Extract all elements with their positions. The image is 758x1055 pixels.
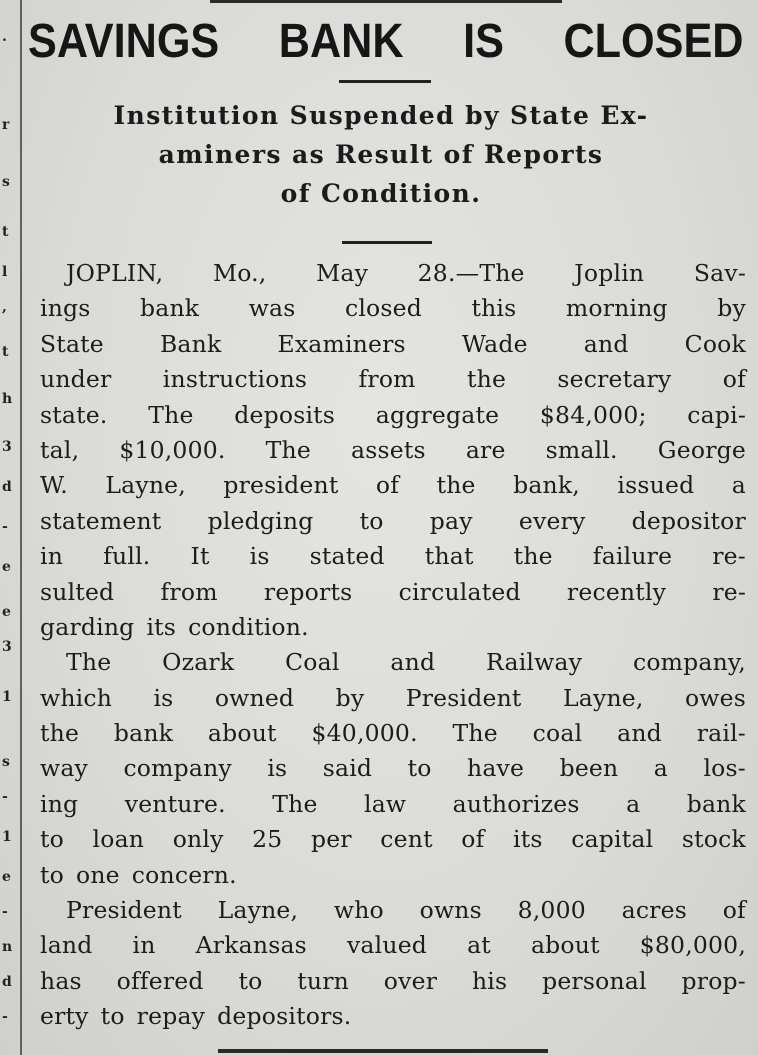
article-word: which: [40, 683, 113, 712]
article-word: ings: [40, 294, 91, 323]
article-line: [40, 539, 746, 574]
article-word: of: [461, 825, 485, 854]
article-word: company,: [632, 648, 746, 677]
article-word: The: [66, 648, 112, 677]
article-word: Bank: [159, 329, 222, 358]
margin-fragment: s: [2, 754, 10, 770]
article-word: that: [424, 542, 474, 571]
article-word: 8,000: [517, 896, 586, 925]
article-word: who: [333, 896, 384, 925]
margin-fragment: e: [2, 869, 11, 885]
margin-fragment: 1: [2, 689, 12, 705]
article-word: is: [153, 683, 174, 712]
article-word: full.: [103, 542, 151, 571]
article-word: George: [657, 435, 746, 464]
article-word: is: [249, 542, 270, 571]
article-line: [40, 468, 746, 503]
margin-fragment: 1: [2, 829, 12, 845]
article-word: tal,: [40, 435, 80, 464]
article-word: personal: [542, 966, 647, 995]
article-line: [40, 964, 746, 999]
headline-word: IS: [463, 15, 504, 68]
article-word: at: [467, 931, 491, 960]
top-rule: [210, 0, 562, 3]
article-word: way: [40, 754, 89, 783]
article-word: about: [207, 719, 277, 748]
article-word: repay: [136, 1002, 206, 1031]
article-line: [40, 716, 746, 751]
article-word: Sav-: [693, 259, 746, 287]
article-word: a: [653, 754, 669, 783]
article-word: closed: [344, 294, 422, 323]
article-word: President: [66, 896, 182, 925]
article-word: The: [148, 400, 194, 429]
article-word: his: [471, 966, 508, 995]
article-word: only: [172, 825, 224, 854]
margin-fragment: h: [2, 391, 13, 407]
article-word: The: [265, 435, 311, 464]
article-word: of: [375, 471, 400, 500]
article-word: bank: [113, 719, 174, 748]
article-word: issued: [617, 471, 695, 500]
article-word: in: [40, 542, 64, 571]
article-word: bank: [140, 294, 200, 323]
headline-word: CLOSED: [563, 15, 744, 68]
article-word: garding: [40, 612, 135, 641]
article-word: prop-: [681, 966, 746, 995]
article-word: and: [390, 648, 436, 677]
article-word: $80,000,: [639, 931, 746, 960]
left-margin-fragments: [0, 0, 22, 1055]
article-word: offered: [116, 966, 204, 995]
article-line: [40, 681, 746, 716]
article-word: by: [717, 294, 746, 323]
margin-fragment: e: [2, 604, 11, 620]
margin-fragment: 3: [2, 439, 12, 455]
article-word: and: [617, 719, 662, 748]
margin-fragment: -: [2, 904, 8, 920]
subheadline: [30, 96, 732, 213]
article-word: its: [146, 612, 177, 641]
article-word: erty: [40, 1002, 89, 1031]
article-line: [40, 787, 746, 822]
margin-fragment: ,: [2, 299, 7, 315]
article-word: authorizes: [452, 789, 580, 818]
margin-fragment: r: [2, 117, 10, 133]
article-word: Coal: [285, 648, 340, 677]
margin-fragment: -: [2, 1009, 8, 1025]
article-word: valued: [346, 931, 428, 960]
article-word: $40,000.: [311, 719, 418, 748]
article-word: aggregate: [375, 400, 500, 429]
article-word: of: [722, 365, 746, 394]
article-word: Railway: [486, 648, 583, 677]
margin-fragment: d: [2, 974, 12, 990]
article-word: to: [238, 966, 263, 995]
article-word: to: [100, 1002, 125, 1031]
article-line: [40, 999, 746, 1034]
article-line: [40, 928, 746, 963]
article-word: reports: [263, 577, 353, 606]
column-rule: [20, 0, 22, 1055]
margin-fragment: .: [2, 29, 7, 45]
article-word: the: [466, 365, 507, 394]
article-word: owes: [684, 683, 746, 712]
article-line: [40, 751, 746, 786]
article-word: coal: [532, 719, 583, 748]
article-word: turn: [297, 966, 349, 995]
article-word: It: [190, 542, 210, 571]
article-word: 25: [252, 825, 283, 854]
article-word: Ozark: [162, 648, 235, 677]
article-line: [40, 256, 746, 291]
article-word: owns: [419, 896, 482, 925]
article-word: stock: [681, 825, 746, 854]
article-word: condition.: [188, 612, 309, 641]
article-word: the: [40, 719, 80, 748]
margin-fragment: s: [2, 174, 10, 190]
article-word: president: [223, 471, 339, 500]
article-word: depositor: [631, 506, 746, 535]
article-word: per: [310, 825, 352, 854]
article-word: a: [731, 471, 746, 500]
headline-word: BANK: [278, 15, 404, 68]
article-line: [40, 327, 746, 362]
article-word: owned: [214, 683, 295, 712]
article-line: [40, 433, 746, 468]
article-word: Layne,: [217, 896, 299, 925]
subheadline-line: Institution Suspended by State Ex-: [113, 101, 649, 130]
article-word: rail-: [696, 719, 746, 748]
article-word: Cook: [684, 329, 746, 358]
article-body: [40, 256, 746, 1035]
article-word: are: [465, 435, 506, 464]
article-word: depositors.: [217, 1002, 352, 1031]
deck-divider: [342, 241, 432, 244]
article-word: have: [467, 754, 525, 783]
article-word: State: [40, 329, 104, 358]
article-word: state.: [40, 400, 108, 429]
article-word: the: [513, 542, 553, 571]
article-word: from: [358, 365, 416, 394]
article-word: $10,000.: [119, 435, 226, 464]
article-line: [40, 858, 746, 893]
article-word: Joplin: [574, 259, 645, 287]
article-word: of: [722, 896, 746, 925]
article-word: to: [40, 825, 64, 854]
article-line: [40, 291, 746, 326]
article-word: Examiners: [277, 329, 406, 358]
margin-fragment: -: [2, 789, 8, 805]
bottom-rule: [218, 1049, 548, 1053]
article-word: Layne,: [105, 471, 186, 500]
article-word: capi-: [687, 400, 746, 429]
margin-fragment: e: [2, 559, 11, 575]
article-word: one: [76, 860, 120, 889]
article-word: is: [267, 754, 288, 783]
article-word: company: [123, 754, 232, 783]
article-word: President: [405, 683, 522, 712]
article-word: sulted: [40, 577, 115, 606]
article-word: acres: [621, 896, 687, 925]
article-word: 28.—The: [417, 259, 525, 287]
article-word: to: [359, 506, 384, 535]
article-word: Wade: [461, 329, 528, 358]
subheadline-line: aminers as Result of Reports: [158, 140, 604, 169]
headline: [28, 14, 744, 70]
article-word: Arkansas: [195, 931, 307, 960]
article-word: under: [40, 365, 112, 394]
article-line: [40, 822, 746, 857]
article-line: [40, 893, 746, 928]
article-word: capital: [571, 825, 654, 854]
article-word: circulated: [398, 577, 521, 606]
article-word: bank,: [513, 471, 580, 500]
article-word: bank: [686, 789, 746, 818]
headline-word: SAVINGS: [28, 15, 220, 68]
article-word: JOPLIN,: [66, 259, 164, 287]
margin-fragment: t: [2, 224, 9, 240]
article-word: deposits: [234, 400, 336, 429]
article-word: loan: [92, 825, 145, 854]
article-word: about: [530, 931, 600, 960]
article-word: Mo.,: [212, 259, 267, 287]
article-word: morning: [565, 294, 668, 323]
article-word: was: [248, 294, 296, 323]
article-word: failure: [592, 542, 673, 571]
article-word: W.: [40, 471, 68, 500]
article-word: cent: [380, 825, 433, 854]
article-word: every: [518, 506, 586, 535]
article-word: re-: [712, 542, 746, 571]
article-word: stated: [309, 542, 385, 571]
article-word: over: [383, 966, 438, 995]
article-word: and: [583, 329, 629, 358]
article-word: small.: [545, 435, 618, 464]
margin-fragment: 3: [2, 639, 12, 655]
article-word: from: [160, 577, 218, 606]
article-word: a: [626, 789, 641, 818]
article-word: los-: [703, 754, 746, 783]
headline-divider: [339, 80, 431, 83]
article-word: Layne,: [562, 683, 644, 712]
article-word: been: [559, 754, 619, 783]
margin-fragment: t: [2, 344, 9, 360]
article-word: by: [335, 683, 365, 712]
article-word: ing: [40, 789, 79, 818]
article-word: May: [316, 259, 369, 287]
article-line: [40, 504, 746, 539]
subheadline-line: of Condition.: [280, 179, 482, 208]
article-word: concern.: [131, 860, 237, 889]
article-line: [40, 362, 746, 397]
article-word: The: [452, 719, 498, 748]
article-line: [40, 398, 746, 433]
article-word: pledging: [207, 506, 314, 535]
margin-fragment: n: [2, 939, 13, 955]
article-line: [40, 645, 746, 680]
article-word: law: [364, 789, 407, 818]
article-word: pay: [429, 506, 473, 535]
article-word: has: [40, 966, 82, 995]
article-word: $84,000;: [539, 400, 647, 429]
article-word: venture.: [124, 789, 226, 818]
article-word: to: [40, 860, 64, 889]
article-word: in: [132, 931, 156, 960]
article-word: to: [407, 754, 432, 783]
article-line: [40, 610, 746, 645]
article-word: its: [513, 825, 543, 854]
article-word: re-: [712, 577, 746, 606]
article-word: assets: [351, 435, 426, 464]
article-word: the: [436, 471, 476, 500]
margin-fragment: d: [2, 479, 12, 495]
article-word: The: [272, 789, 318, 818]
article-word: statement: [40, 506, 162, 535]
article-word: said: [322, 754, 373, 783]
article-line: [40, 575, 746, 610]
article-word: secretary: [557, 365, 672, 394]
article-word: this: [471, 294, 517, 323]
margin-fragment: l: [2, 264, 8, 280]
article-word: recently: [566, 577, 667, 606]
article-word: instructions: [162, 365, 308, 394]
article-word: land: [40, 931, 93, 960]
margin-fragment: -: [2, 519, 8, 535]
